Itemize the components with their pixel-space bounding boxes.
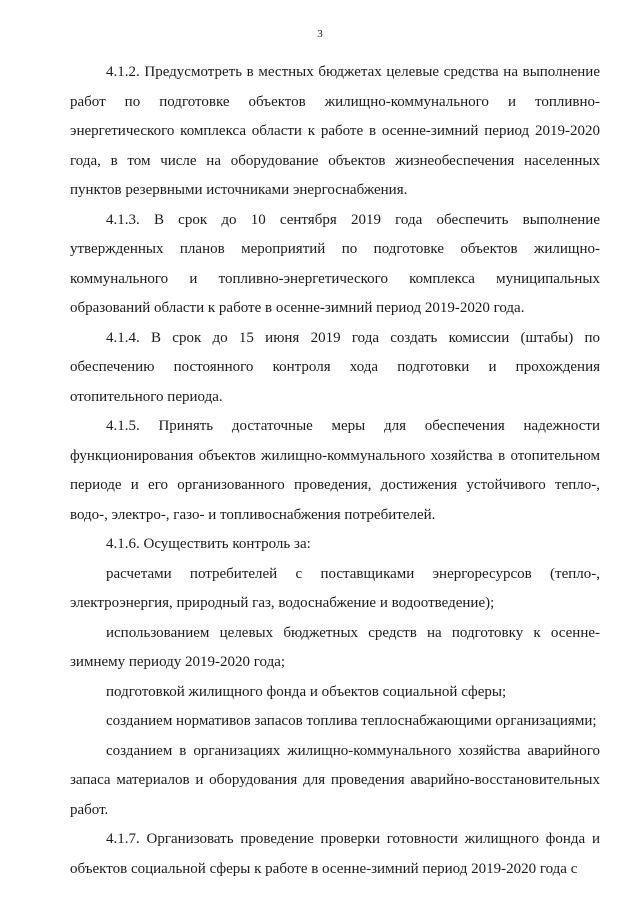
paragraph-4-1-4: 4.1.4. В срок до 15 июня 2019 года создать комиссии (штабы) по обеспечению постоянного контроля хода подготовки и прохождения отопительного периода. (70, 329, 600, 405)
list-item-emergency-stock: созданием в организациях жилищно-коммунального хозяйства аварийного запаса материалов и оборудования для проведения аварийно-восстановительных работ. (70, 742, 600, 818)
paragraph-4-1-3: 4.1.3. В срок до 10 сентября 2019 года обеспечить выполнение утвержденных планов мероприятий по подготовке объектов жилищно-коммунального и топливно-энергетического комплекса муниципальных образований области к работе в осенне-зимний период 2019-2020 года. (70, 211, 600, 316)
paragraph-4-1-5: 4.1.5. Принять достаточные меры для обеспечения надежности функционирования объектов жилищно-коммунального хозяйства в отопительном периоде и его организованного проведения, достижения устойчивого тепло-, водо-, электро-, газо- и топливоснабжения потребителей. (70, 418, 600, 523)
list-item-payments: расчетами потребителей с поставщиками энергоресурсов (тепло-, электроэнергия, природный газ, водоснабжение и водоотведение); (70, 565, 600, 611)
paragraph-4-1-6: 4.1.6. Осуществить контроль за: (106, 536, 311, 552)
list-item-housing-preparation: подготовкой жилищного фонда и объектов социальной сферы; (106, 683, 507, 700)
document-body (70, 58, 600, 884)
page-number: 3 (317, 28, 323, 40)
list-item-fuel-reserves: созданием нормативов запасов топлива теплоснабжающими организациями; (106, 713, 597, 729)
paragraph-4-1-2: 4.1.2. Предусмотреть в местных бюджетах целевые средства на выполнение работ по подготовке объектов жилищно-коммунального и топливно-энергетического комплекса области к работе в осенне-зимний период 2019-2020 года, в том числе на оборудование объектов жизнеобеспечения населенных пунктов резервными источниками энергоснабжения. (70, 64, 600, 198)
list-item-budget-funds: использованием целевых бюджетных средств на подготовку к осенне-зимнему периоду 2019-2020 года; (70, 624, 600, 670)
paragraph-4-1-7: 4.1.7. Организовать проведение проверки готовности жилищного фонда и объектов социальной сферы к работе в осенне-зимний период 2019-2020 года с (70, 831, 600, 877)
